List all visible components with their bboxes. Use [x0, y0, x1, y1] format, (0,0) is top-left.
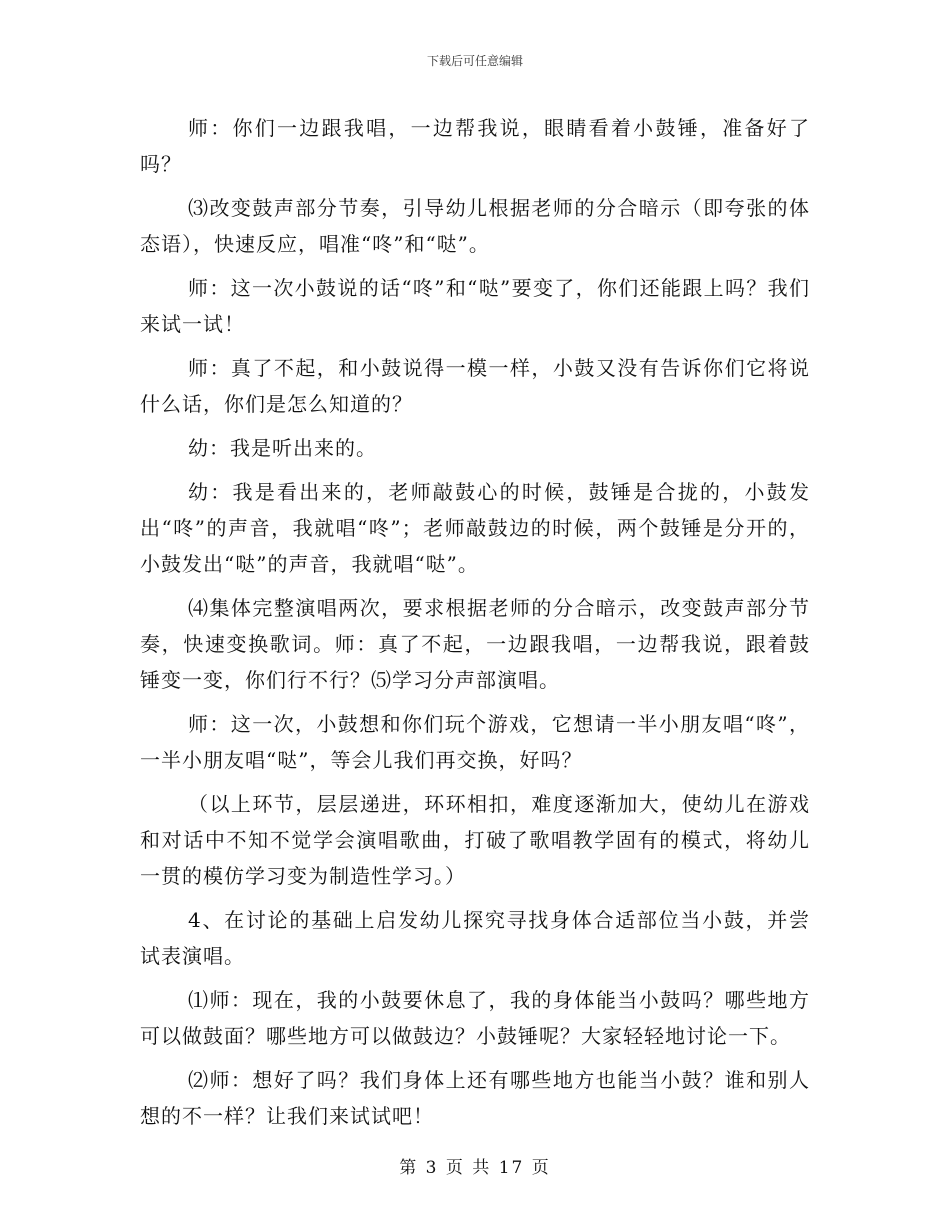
- paragraph: ⑷集体完整演唱两次，要求根据老师的分合暗示，改变鼓声部分节奏，快速变换歌词。师：真了不起，一边跟我唱，一边帮我说，跟着鼓锤变一变，你们行不行？⑸学习分声部演唱。: [140, 596, 810, 692]
- paragraph: ⑵师：想好了吗？我们身体上还有哪些地方也能当小鼓？谁和别人想的不一样？让我们来试试吧！: [140, 1068, 810, 1128]
- paragraph: 师：这一次小鼓说的话“咚”和“哒”要变了，你们还能跟上吗？我们来试一试！: [140, 276, 810, 336]
- paragraph: 幼：我是听出来的。: [188, 436, 377, 460]
- paragraph: ⑶改变鼓声部分节奏，引导幼儿根据老师的分合暗示（即夸张的体态语），快速反应，唱准“咚”和“哒”。: [140, 196, 810, 256]
- page-header-note: 下载后可任意编辑: [426, 54, 523, 68]
- paragraph: 师：你们一边跟我唱，一边帮我说，眼睛看着小鼓锤，准备好了吗？: [140, 116, 810, 176]
- paragraph: 师：真了不起，和小鼓说得一模一样，小鼓又没有告诉你们它将说什么话，你们是怎么知道的？: [140, 356, 810, 416]
- document-body: [140, 110, 810, 1142]
- paragraph: 师：这一次，小鼓想和你们玩个游戏，它想请一半小朋友唱“咚”，一半小朋友唱“哒”，等会儿我们再交换，好吗？: [140, 712, 810, 772]
- page-number-footer: 第 3 页 共 17 页: [399, 1158, 551, 1178]
- paragraph: ⑴师：现在，我的小鼓要休息了，我的身体能当小鼓吗？哪些地方可以做鼓面？哪些地方可以做鼓边？小鼓锤呢？大家轻轻地讨论一下。: [140, 988, 810, 1048]
- paragraph: 幼：我是看出来的，老师敲鼓心的时候，鼓锤是合拢的，小鼓发出“咚”的声音，我就唱“咚”；老师敲鼓边的时候，两个鼓锤是分开的，小鼓发出“哒”的声音，我就唱“哒”。: [140, 480, 810, 576]
- paragraph: （以上环节，层层递进，环环相扣，难度逐渐加大，使幼儿在游戏和对话中不知不觉学会演唱歌曲，打破了歌唱教学固有的模式，将幼儿一贯的模仿学习变为制造性学习。）: [140, 792, 810, 888]
- paragraph: 4、在讨论的基础上启发幼儿探究寻找身体合适部位当小鼓，并尝试表演唱。: [140, 908, 810, 968]
